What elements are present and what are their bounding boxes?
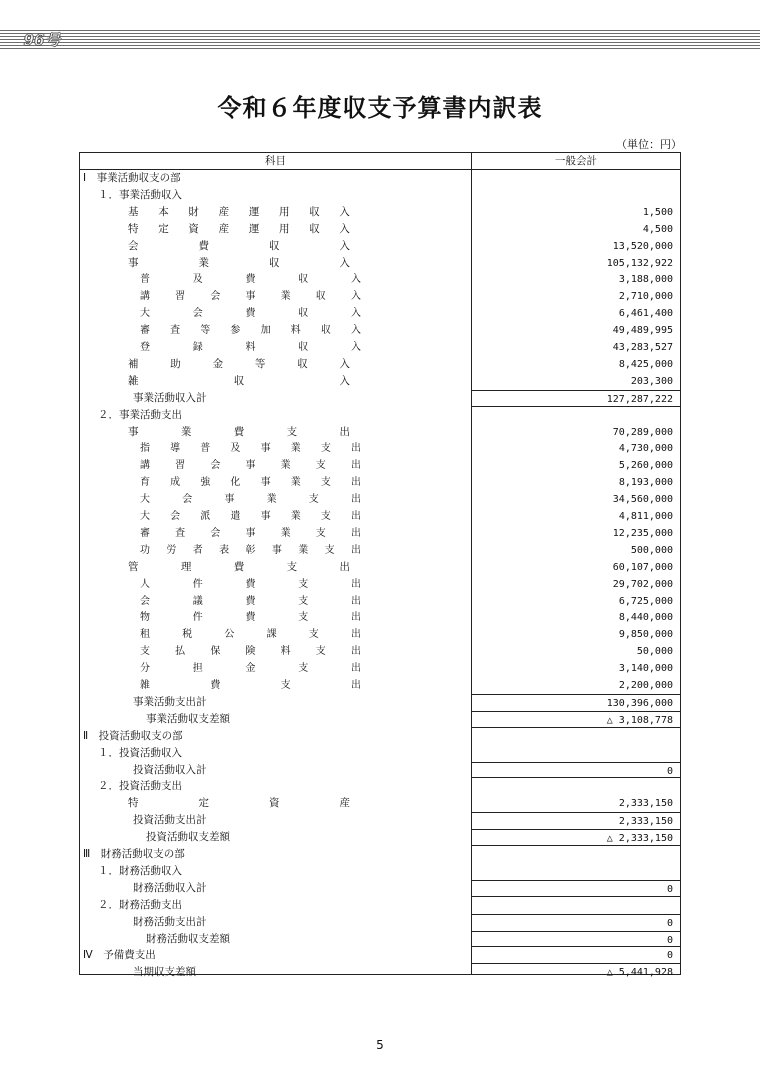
row-label: 支 払 保 険 料 支 出: [140, 646, 361, 658]
table-row: [80, 897, 680, 914]
row-label: Ⅱ 投資活動収支の部: [83, 729, 183, 742]
row-amount: [472, 170, 680, 187]
row-label: 投資活動支出計: [133, 814, 207, 827]
row-amount: 4,500: [642, 223, 673, 235]
row-amount: [472, 745, 680, 762]
table-row: [80, 322, 680, 339]
table-row: [80, 457, 680, 474]
row-label: 講 習 会 事 業 収 入: [140, 291, 361, 303]
row-label: 財務活動収支差額: [146, 932, 230, 945]
table-row: [80, 373, 680, 390]
header-amount: 一般会計: [555, 155, 597, 167]
table-row: [80, 795, 680, 812]
table-row: [80, 559, 680, 576]
row-label: 租 税 公 課 支 出: [140, 629, 361, 641]
row-amount: [472, 897, 680, 914]
row-label: 基 本 財 産 運 用 収 入: [128, 205, 350, 218]
row-amount: 50,000: [636, 646, 673, 658]
table-row: [80, 812, 680, 829]
table-row: [80, 390, 680, 407]
row-label: 会 議 費 支 出: [140, 595, 361, 607]
row-amount: 8,440,000: [618, 612, 673, 624]
row-label: ２．財務活動支出: [98, 898, 182, 911]
table-row: [80, 694, 680, 711]
row-label: 当期収支差額: [133, 966, 196, 979]
row-label: 普 及 費 収 入: [140, 274, 361, 286]
row-amount: 5,260,000: [618, 460, 673, 472]
row-amount: 2,333,150: [472, 812, 680, 829]
table-row: [80, 609, 680, 626]
table-row: [80, 187, 680, 204]
table-row: [80, 305, 680, 322]
row-label: 人 件 費 支 出: [140, 578, 361, 590]
table-row: [80, 846, 680, 863]
row-label: 財務活動支出計: [133, 915, 207, 928]
table-row: [80, 339, 680, 356]
row-amount: [472, 778, 680, 795]
row-label: 審 査 会 事 業 支 出: [140, 527, 361, 539]
row-amount: 43,283,527: [612, 342, 673, 353]
table-row: [80, 271, 680, 288]
table-row: [80, 947, 680, 964]
row-label: 雑 費 支 出: [140, 680, 361, 691]
table-row: [80, 525, 680, 542]
table-row: [80, 660, 680, 677]
table-row: [80, 424, 680, 441]
row-label: 大 会 費 収 入: [140, 308, 361, 320]
row-amount: [472, 407, 680, 424]
row-amount: 0: [472, 914, 680, 931]
table-row: [80, 576, 680, 593]
table-row: [80, 407, 680, 424]
row-label: 投資活動収入計: [133, 763, 207, 776]
table-row: [80, 508, 680, 525]
table-row: [80, 643, 680, 660]
row-amount: 105,132,922: [606, 257, 673, 269]
row-label: １．財務活動収入: [98, 864, 182, 877]
row-amount: 6,461,400: [618, 308, 673, 320]
row-amount: 127,287,222: [472, 390, 680, 407]
table-row: [80, 440, 680, 457]
row-amount: 8,425,000: [618, 358, 673, 370]
row-label: １．事業活動収入: [98, 188, 182, 201]
budget-table: [79, 152, 681, 979]
row-amount: 60,107,000: [612, 561, 673, 573]
row-amount: 3,188,000: [618, 274, 673, 286]
row-label: ２．投資活動支出: [98, 780, 182, 793]
table-row: [80, 964, 680, 981]
row-amount: [472, 728, 680, 745]
row-label: 登 録 料 収 入: [140, 342, 361, 353]
table-row: [80, 880, 680, 897]
table-row: [80, 204, 680, 221]
row-label: 大 会 事 業 支 出: [140, 494, 361, 506]
header-banner: [0, 30, 760, 50]
table-row: [80, 255, 680, 272]
table-row: [80, 626, 680, 643]
row-amount: 3,140,000: [618, 663, 673, 675]
row-label: 育 成 強 化 事 業 支 出: [140, 477, 361, 489]
row-amount: 130,396,000: [472, 694, 680, 711]
table-row: [80, 238, 680, 255]
row-label: 大 会 派 遣 事 業 支 出: [140, 511, 361, 522]
table-row: [80, 863, 680, 880]
table-row: [80, 728, 680, 745]
row-label: Ⅲ 財務活動収支の部: [83, 848, 185, 860]
row-amount: 6,725,000: [618, 595, 673, 607]
row-amount: △ 3,108,778: [472, 711, 680, 728]
table-row: [80, 745, 680, 762]
table-row: [80, 829, 680, 846]
row-amount: 70,289,000: [612, 426, 673, 438]
row-label: 審 査 等 参 加 料 収 入: [140, 325, 361, 337]
row-label: 特 定 資 産: [128, 797, 350, 810]
row-label: 投資活動収支差額: [146, 831, 230, 844]
header-item: 科目: [265, 155, 286, 167]
row-label: 雑 収 入: [128, 374, 350, 387]
row-amount: 2,710,000: [618, 291, 673, 303]
table-row: [80, 288, 680, 305]
row-label: 事業活動収入計: [133, 391, 207, 404]
row-label: Ⅳ 予備費支出: [83, 949, 156, 962]
table-row: [80, 593, 680, 610]
row-amount: 9,850,000: [618, 629, 673, 641]
row-label: 功 労 者 表 彰 事 業 支 出: [140, 544, 361, 556]
row-amount: [472, 846, 680, 863]
row-amount: 4,730,000: [618, 443, 673, 455]
table-row: [80, 778, 680, 795]
page-title: 令和６年度収支予算書内訳表: [217, 93, 543, 122]
table-row: [80, 170, 680, 187]
page-number: 5: [376, 1038, 384, 1052]
row-label: 管 理 費 支 出: [128, 560, 350, 573]
row-label: 分 担 金 支 出: [140, 663, 361, 675]
row-label: ２．事業活動支出: [98, 408, 182, 421]
row-amount: 2,200,000: [618, 680, 673, 691]
row-label: 指 導 普 及 事 業 支 出: [140, 443, 361, 455]
table-row: [80, 762, 680, 779]
row-label: 財務活動収入計: [133, 881, 207, 894]
table-row: [80, 474, 680, 491]
row-label: 特 定 資 産 運 用 収 入: [128, 222, 350, 235]
table-header: [80, 153, 680, 170]
unit-label: （単位：円）: [616, 138, 682, 151]
row-amount: 29,702,000: [612, 578, 673, 590]
table-row: [80, 491, 680, 508]
row-label: 事業活動支出計: [133, 695, 207, 708]
table-row: [80, 914, 680, 931]
row-amount: 12,235,000: [612, 527, 673, 539]
row-amount: 2,333,150: [618, 798, 673, 810]
row-amount: 49,489,995: [612, 325, 673, 337]
row-amount: 4,811,000: [618, 511, 673, 522]
row-label: 事業活動収支差額: [146, 712, 230, 725]
row-amount: 0: [472, 762, 680, 779]
row-amount: [472, 863, 680, 880]
row-amount: [472, 187, 680, 204]
row-amount: 0: [472, 931, 680, 948]
row-amount: 203,300: [630, 375, 673, 387]
table-row: [80, 542, 680, 559]
row-label: 物 件 費 支 出: [140, 612, 361, 624]
row-amount: 500,000: [630, 544, 673, 556]
table-row: [80, 931, 680, 948]
row-label: 事 業 収 入: [128, 256, 350, 269]
row-amount: 0: [472, 947, 680, 964]
issue-number: 96号: [24, 31, 62, 49]
row-amount: 0: [472, 880, 680, 897]
row-label: １．投資活動収入: [98, 746, 182, 759]
table-row: [80, 221, 680, 238]
row-amount: 1,500: [642, 206, 673, 218]
table-row: [80, 677, 680, 694]
row-amount: 34,560,000: [612, 494, 673, 506]
row-amount: △ 5,441,928: [606, 967, 673, 979]
row-amount: △ 2,333,150: [472, 829, 680, 846]
row-label: 事 業 費 支 出: [128, 425, 350, 438]
table-row: [80, 356, 680, 373]
row-label: 会 費 収 入: [128, 239, 350, 252]
row-amount: 8,193,000: [618, 477, 673, 489]
table-row: [80, 711, 680, 728]
row-label: 補 助 金 等 収 入: [128, 357, 350, 370]
row-label: 講 習 会 事 業 支 出: [140, 460, 361, 472]
row-amount: 13,520,000: [612, 240, 673, 252]
row-label: Ⅰ 事業活動収支の部: [83, 172, 181, 184]
